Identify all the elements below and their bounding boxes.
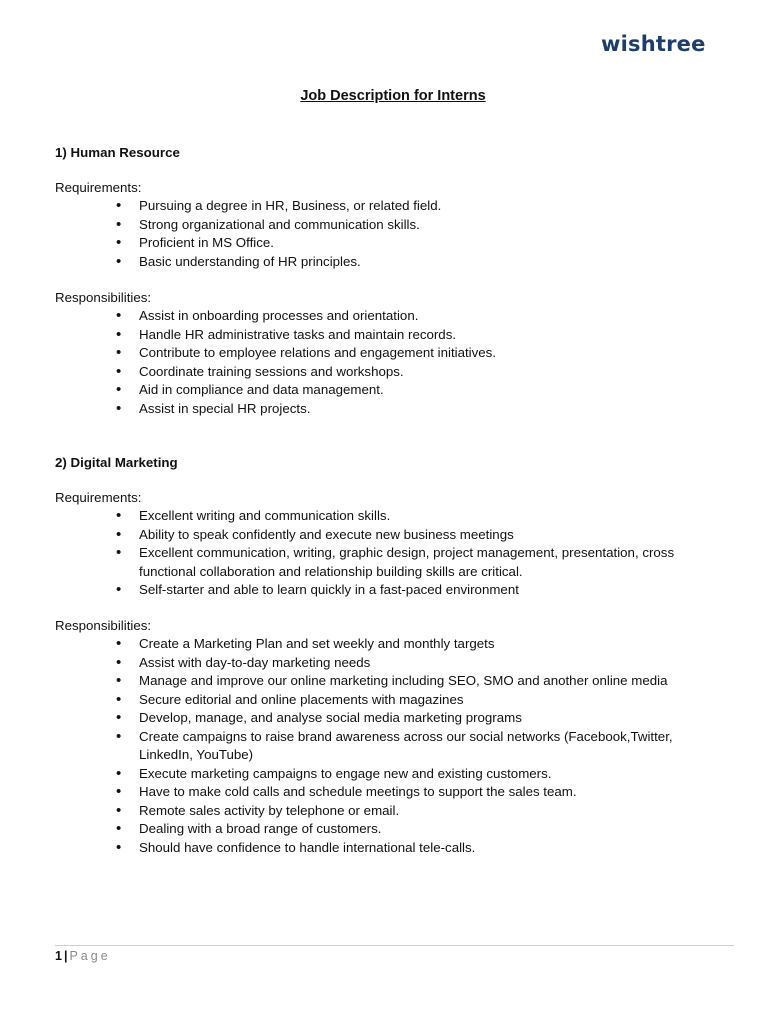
document-title: Job Description for Interns <box>300 88 486 104</box>
page-number: 1 <box>55 949 62 963</box>
list-item: • Have to make cold calls and schedule meetings to support the sales team. <box>55 783 730 802</box>
list-item: • Excellent writing and communication skills. <box>55 507 730 526</box>
requirements-label: Requirements: <box>55 180 142 195</box>
section-human-resource <box>55 144 730 162</box>
dm-responsibilities <box>55 617 730 857</box>
list-item: • Create campaigns to raise brand awareness across our social networks (Facebook,Twitter, LinkedIn, YouTube) <box>55 728 730 765</box>
responsibilities-label: Responsibilities: <box>55 618 152 633</box>
list-item: • Aid in compliance and data management. <box>55 381 730 400</box>
page-label: Page <box>69 949 111 963</box>
list-item: • Dealing with a broad range of customers. <box>55 820 730 839</box>
requirements-list <box>55 197 730 271</box>
page-footer <box>55 949 111 963</box>
list-item: • Coordinate training sessions and workshops. <box>55 363 730 382</box>
requirements-label: Requirements: <box>55 490 142 505</box>
responsibilities-list <box>55 635 730 857</box>
responsibilities-list <box>55 307 730 418</box>
hr-requirements <box>55 179 730 271</box>
requirements-list <box>55 507 730 600</box>
responsibilities-label: Responsibilities: <box>55 290 152 305</box>
list-item: • Should have confidence to handle international tele-calls. <box>55 839 730 858</box>
hr-responsibilities <box>55 289 730 418</box>
footer-separator: | <box>63 949 68 963</box>
list-item: • Secure editorial and online placements with magazines <box>55 691 730 710</box>
list-item: • Develop, manage, and analyse social media marketing programs <box>55 709 730 728</box>
list-item: • Manage and improve our online marketing including SEO, SMO and another online media <box>55 672 730 691</box>
list-item: • Assist with day-to-day marketing needs <box>55 654 730 673</box>
list-item: • Strong organizational and communication skills. <box>55 216 730 235</box>
company-logo: wishtree <box>601 32 706 56</box>
list-item: • Basic understanding of HR principles. <box>55 253 730 272</box>
list-item: • Execute marketing campaigns to engage new and existing customers. <box>55 765 730 784</box>
list-item: • Contribute to employee relations and engagement initiatives. <box>55 344 730 363</box>
list-item: • Self-starter and able to learn quickly in a fast-paced environment <box>55 581 730 600</box>
list-item: • Pursuing a degree in HR, Business, or related field. <box>55 197 730 216</box>
list-item: • Remote sales activity by telephone or email. <box>55 802 730 821</box>
footer-divider <box>55 945 734 946</box>
list-item: • Excellent communication, writing, graphic design, project management, presentation, cross functional collaboration and relationship building skills are critical. <box>55 544 730 581</box>
list-item: • Create a Marketing Plan and set weekly and monthly targets <box>55 635 730 654</box>
list-item: • Handle HR administrative tasks and maintain records. <box>55 326 730 345</box>
section-heading: 1) Human Resource <box>55 145 180 160</box>
dm-requirements <box>55 489 730 600</box>
list-item: • Assist in special HR projects. <box>55 400 730 419</box>
section-heading: 2) Digital Marketing <box>55 455 178 470</box>
section-digital-marketing <box>55 454 730 472</box>
list-item: • Assist in onboarding processes and orientation. <box>55 307 730 326</box>
list-item: • Ability to speak confidently and execute new business meetings <box>55 526 730 545</box>
list-item: • Proficient in MS Office. <box>55 234 730 253</box>
